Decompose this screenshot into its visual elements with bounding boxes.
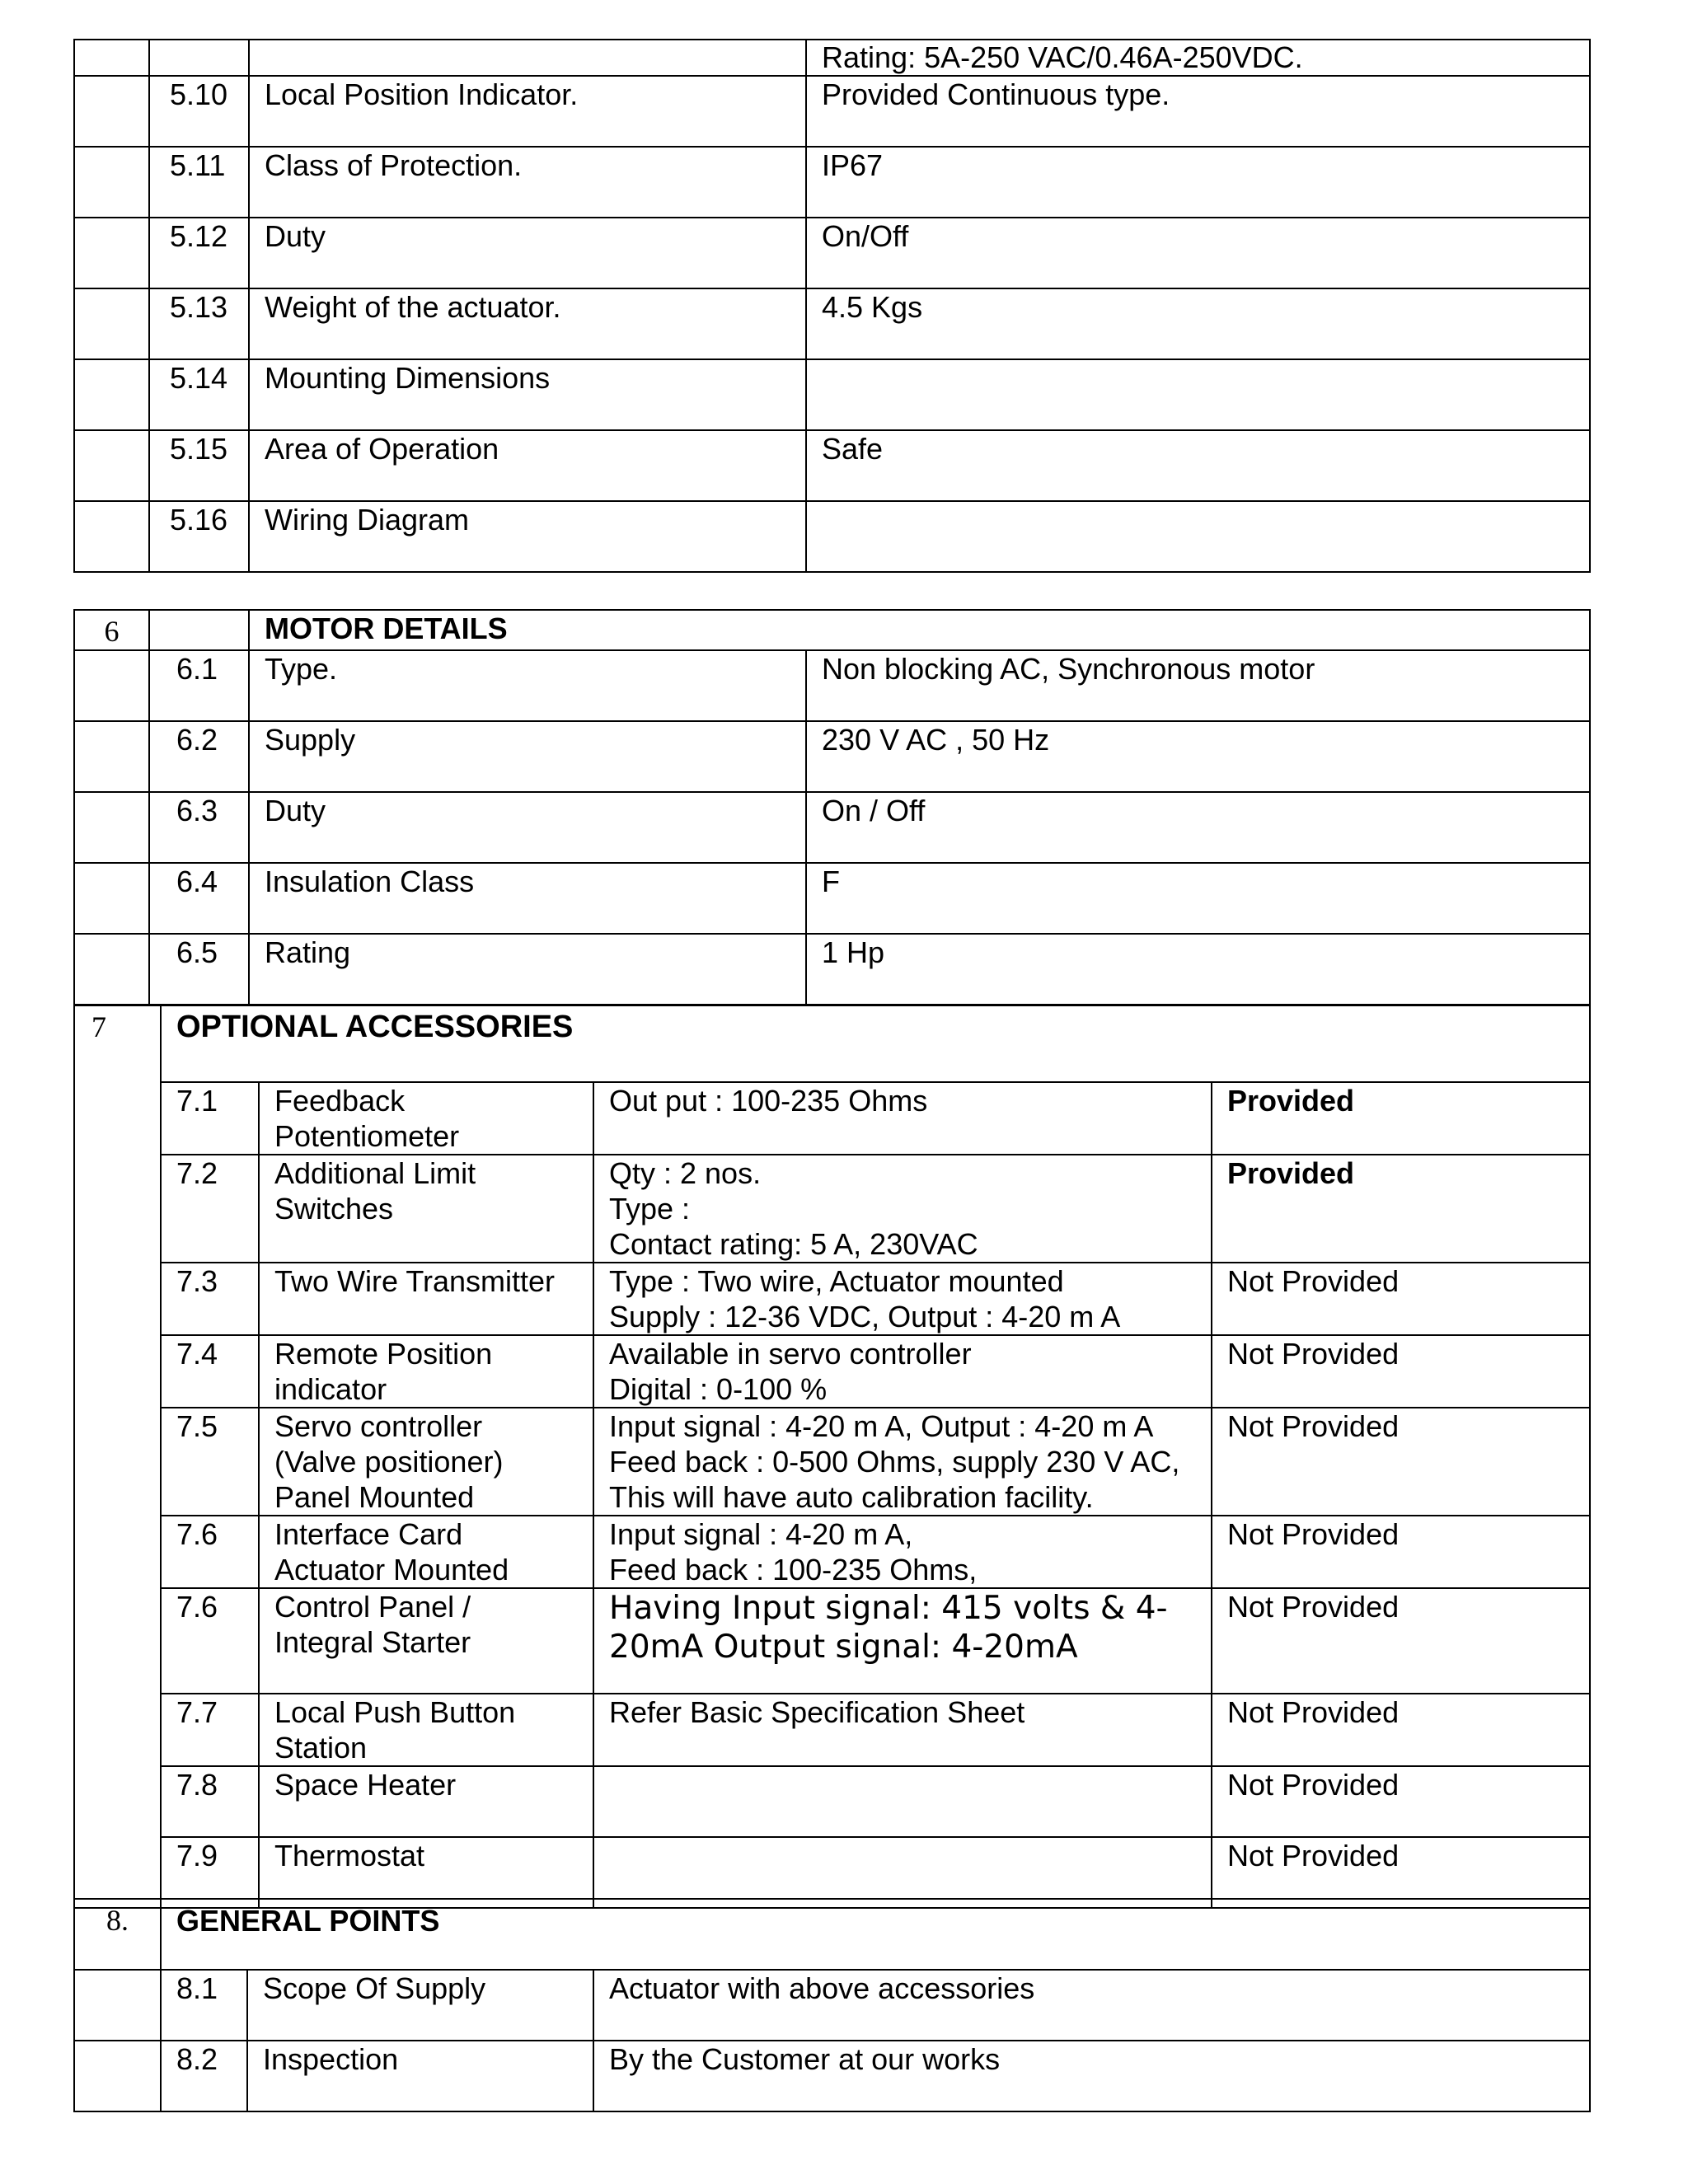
item-label: Wiring Diagram — [249, 501, 806, 572]
item-description: Out put : 100-235 Ohms — [593, 1082, 1212, 1155]
item-label: Remote Position indicator — [259, 1335, 593, 1408]
item-label: Type. — [249, 650, 806, 721]
item-status: Not Provided — [1212, 1408, 1590, 1516]
item-number: 6.5 — [149, 934, 249, 1005]
item-number: 7.3 — [161, 1263, 259, 1335]
item-label: Two Wire Transmitter — [259, 1263, 593, 1335]
item-status: Not Provided — [1212, 1335, 1590, 1408]
general-points-table — [73, 1898, 1591, 2112]
item-label: Weight of the actuator. — [249, 288, 806, 359]
table-row — [74, 359, 1590, 430]
item-label: Area of Operation — [249, 430, 806, 501]
item-number: 5.14 — [149, 359, 249, 430]
optional-accessories-table — [73, 1005, 1591, 1909]
item-label: Thermostat — [259, 1837, 593, 1908]
section-5-table — [73, 39, 1591, 573]
table-row — [74, 1335, 1590, 1408]
section-title: OPTIONAL ACCESSORIES — [161, 1005, 1590, 1082]
item-label: Class of Protection. — [249, 147, 806, 218]
section-title: GENERAL POINTS — [161, 1899, 1590, 1970]
section-number: 8. — [74, 1899, 161, 1970]
table-row — [74, 1694, 1590, 1766]
item-label: Servo controller (Valve positioner) Panel Mounted — [259, 1408, 593, 1516]
item-label: Rating — [249, 934, 806, 1005]
table-row — [74, 1766, 1590, 1837]
item-status: Provided — [1212, 1082, 1590, 1155]
section-number: 6 — [74, 610, 149, 650]
item-value — [806, 501, 1590, 572]
item-number: 6.3 — [149, 792, 249, 863]
item-number: 7.5 — [161, 1408, 259, 1516]
item-number: 7.1 — [161, 1082, 259, 1155]
item-number: 7.8 — [161, 1766, 259, 1837]
item-description: Having Input signal: 415 volts & 4- 20mA Output signal: 4-20mA — [593, 1588, 1212, 1694]
motor-details-table — [73, 609, 1591, 1005]
item-status: Not Provided — [1212, 1766, 1590, 1837]
item-label: Inspection — [247, 2041, 593, 2111]
item-value: IP67 — [806, 147, 1590, 218]
item-number: 7.4 — [161, 1335, 259, 1408]
section-number: 7 — [74, 1005, 161, 1908]
item-status: Not Provided — [1212, 1263, 1590, 1335]
item-description: Type : Two wire, Actuator mounted Supply : 12-36 VDC, Output : 4-20 m A — [593, 1263, 1212, 1335]
item-description — [593, 1766, 1212, 1837]
item-label: Control Panel / Integral Starter — [259, 1588, 593, 1694]
table-row — [74, 218, 1590, 288]
table-row — [74, 1155, 1590, 1263]
item-value — [806, 359, 1590, 430]
item-value: By the Customer at our works — [593, 2041, 1590, 2111]
item-label: Scope Of Supply — [247, 1970, 593, 2041]
table-row — [74, 1408, 1590, 1516]
item-label: Supply — [249, 721, 806, 792]
section-title: MOTOR DETAILS — [249, 610, 1590, 650]
item-label: Feedback Potentiometer — [259, 1082, 593, 1155]
item-value: On / Off — [806, 792, 1590, 863]
item-number: 5.11 — [149, 147, 249, 218]
item-number: 7.7 — [161, 1694, 259, 1766]
table-row — [74, 863, 1590, 934]
item-label: Additional Limit Switches — [259, 1155, 593, 1263]
item-number: 6.2 — [149, 721, 249, 792]
item-status: Not Provided — [1212, 1588, 1590, 1694]
item-value: Provided Continuous type. — [806, 76, 1590, 147]
item-status: Not Provided — [1212, 1837, 1590, 1908]
item-number: 5.15 — [149, 430, 249, 501]
item-number: 7.6 — [161, 1516, 259, 1588]
table-row — [74, 2041, 1590, 2111]
item-value: 1 Hp — [806, 934, 1590, 1005]
item-number: 6.4 — [149, 863, 249, 934]
item-number: 5.10 — [149, 76, 249, 147]
item-number: 5.16 — [149, 501, 249, 572]
table-row — [74, 1082, 1590, 1155]
item-number: 8.1 — [161, 1970, 247, 2041]
item-description: Qty : 2 nos. Type : Contact rating: 5 A, 230VAC — [593, 1155, 1212, 1263]
item-status: Not Provided — [1212, 1694, 1590, 1766]
item-label: Insulation Class — [249, 863, 806, 934]
table-row — [74, 1516, 1590, 1588]
table-row — [74, 40, 1590, 76]
item-number: 5.12 — [149, 218, 249, 288]
section-header-row — [74, 610, 1590, 650]
table-row — [74, 1970, 1590, 2041]
table-row — [74, 721, 1590, 792]
table-row — [74, 288, 1590, 359]
item-value: 230 V AC , 50 Hz — [806, 721, 1590, 792]
item-description: Input signal : 4-20 m A, Feed back : 100-235 Ohms, — [593, 1516, 1212, 1588]
item-status: Not Provided — [1212, 1516, 1590, 1588]
item-description: Input signal : 4-20 m A, Output : 4-20 m A Feed back : 0-500 Ohms, supply 230 V AC, This will have auto calibration facility. — [593, 1408, 1212, 1516]
item-number: 6.1 — [149, 650, 249, 721]
item-value: Non blocking AC, Synchronous motor — [806, 650, 1590, 721]
item-value: Safe — [806, 430, 1590, 501]
item-label: Local Position Indicator. — [249, 76, 806, 147]
item-label: Local Push Button Station — [259, 1694, 593, 1766]
item-description: Refer Basic Specification Sheet — [593, 1694, 1212, 1766]
item-value: Actuator with above accessories — [593, 1970, 1590, 2041]
section-header-row — [74, 1005, 1590, 1082]
section-header-row — [74, 1899, 1590, 1970]
item-status: Provided — [1212, 1155, 1590, 1263]
table-row — [74, 650, 1590, 721]
table-row — [74, 1588, 1590, 1694]
table-row — [74, 430, 1590, 501]
table-row — [74, 76, 1590, 147]
table-row — [74, 792, 1590, 863]
item-number: 7.9 — [161, 1837, 259, 1908]
table-row — [74, 1263, 1590, 1335]
item-value: F — [806, 863, 1590, 934]
item-label: Duty — [249, 218, 806, 288]
item-label: Mounting Dimensions — [249, 359, 806, 430]
item-label: Space Heater — [259, 1766, 593, 1837]
table-row — [74, 934, 1590, 1005]
item-description: Available in servo controller Digital : 0-100 % — [593, 1335, 1212, 1408]
item-value: 4.5 Kgs — [806, 288, 1590, 359]
rating-carryover: Rating: 5A-250 VAC/0.46A-250VDC. — [806, 40, 1590, 76]
table-row — [74, 147, 1590, 218]
item-label: Duty — [249, 792, 806, 863]
item-number: 5.13 — [149, 288, 249, 359]
item-number: 8.2 — [161, 2041, 247, 2111]
item-number: 7.6 — [161, 1588, 259, 1694]
item-number: 7.2 — [161, 1155, 259, 1263]
table-row — [74, 501, 1590, 572]
item-label: Interface Card Actuator Mounted — [259, 1516, 593, 1588]
item-value: On/Off — [806, 218, 1590, 288]
